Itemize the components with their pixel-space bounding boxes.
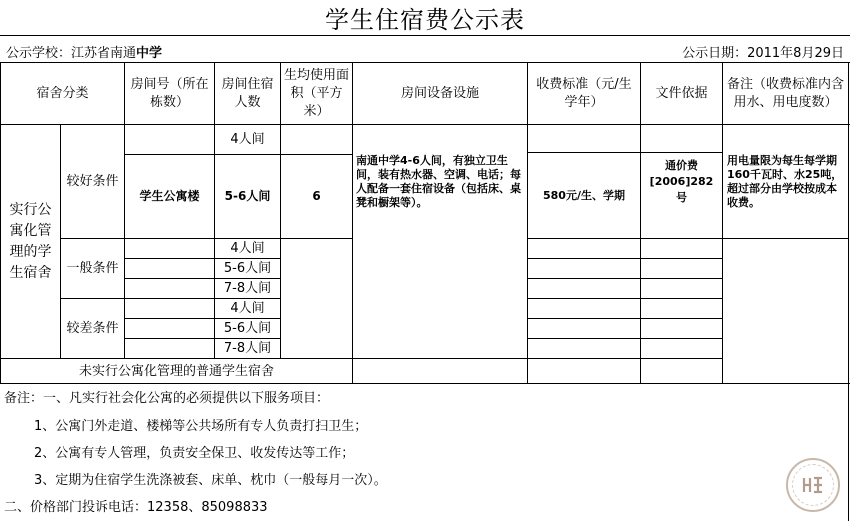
note-line-5: 二、价格部门投诉电话：12358、85098833: [4, 500, 268, 515]
basis-value: 通价费[2006]282号: [649, 158, 714, 204]
note-line-2: 1、公寓门外走道、楼梯等公共场所有专人负责打扫卫生；: [34, 419, 368, 434]
note-line-3: 2、公寓有专人管理，负责安全保卫、收发传达等工作；: [34, 446, 355, 461]
page-title: 学生住宿费公示表: [0, 0, 850, 36]
facilities-description: 南通中学4-6人间，有独立卫生间，装有热水器、空调、电话；每人配备一套住宿设备（包括床、桌凳和橱架等）。: [356, 153, 521, 209]
building-name: 学生公寓楼: [139, 189, 200, 203]
header-occupancy: 房间住宿人数: [221, 76, 274, 110]
school-logo-icon: [786, 458, 840, 512]
header-basis: 文件依据: [655, 85, 708, 101]
occupancy-worse-78: 7-8人间: [223, 341, 272, 356]
area-value: 6: [312, 189, 321, 203]
school-info: [6, 42, 162, 61]
category-better: 较好条件: [66, 174, 119, 189]
date-info: [682, 42, 844, 61]
info-line: [0, 40, 850, 60]
note-line-4: 3、定期为住宿学生洗涤被套、床单、枕巾（一般每月一次）。: [34, 473, 387, 488]
group-label-apartment: 实行公寓化管理的学生宿舍: [9, 201, 52, 281]
school-name: 中学: [136, 46, 163, 61]
header-room-no: 房间号（所在栋数）: [130, 76, 209, 110]
remarks-value: 用电量限为每生每学期160千瓦时、水25吨，超过部分由学校按成本收费。: [727, 153, 843, 209]
occupancy-better-56: 5-6人间: [224, 189, 271, 203]
date-label: 公示日期：: [682, 46, 748, 61]
school-label: 公示学校：: [6, 46, 72, 61]
occupancy-better-4: 4人间: [230, 132, 265, 147]
occupancy-worse-4: 4人间: [230, 301, 265, 316]
header-fee: 收费标准（元/生学年）: [536, 76, 632, 110]
occupancy-general-78: 7-8人间: [223, 281, 272, 296]
fee-value: 580元/生、学期: [543, 189, 625, 202]
occupancy-general-56: 5-6人间: [223, 261, 272, 276]
header-area: 生均使用面积（平方米）: [283, 67, 349, 119]
occupancy-worse-56: 5-6人间: [223, 321, 272, 336]
logo-ring: [792, 464, 834, 506]
header-remarks: 备注（收费标准内含用水、用电度数）: [726, 76, 844, 110]
non-apartment-row: 未实行公寓化管理的普通学生宿舍: [78, 363, 274, 379]
date-value: 2011年8月29日: [747, 46, 844, 61]
category-worse: 较差条件: [66, 321, 119, 336]
note-line-1: 备注：一、凡实行社会化公寓的必须提供以下服务项目：: [4, 391, 330, 406]
header-category: 宿舍分类: [36, 85, 89, 101]
occupancy-general-4: 4人间: [230, 241, 265, 256]
school-region: 江苏省南通: [71, 46, 137, 61]
header-facilities: 房间设备设施: [400, 85, 479, 101]
category-general: 一般条件: [66, 261, 119, 276]
